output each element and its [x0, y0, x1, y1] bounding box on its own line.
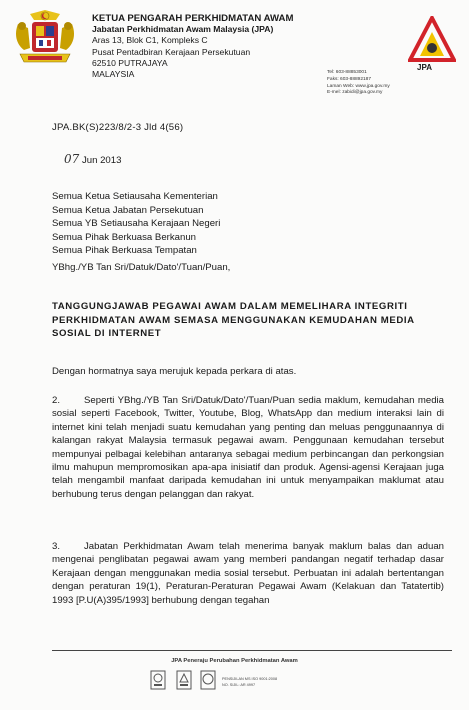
- certification-line: PENSIJILAN MS ISO 9001:2008: [222, 677, 278, 681]
- paragraph-3: [52, 540, 444, 607]
- letterhead: [92, 13, 322, 80]
- recipient-list: [52, 190, 220, 258]
- recipient-item: Semua Pihak Berkuasa Berkanun: [52, 231, 196, 243]
- contact-email: E-mel: zabidi@jpa.gov.my: [327, 90, 383, 96]
- letterhead-address-line: Pusat Pentadbiran Kerajaan Persekutuan: [92, 46, 251, 57]
- certification-text: [222, 676, 302, 688]
- certification-badge-icon: [176, 670, 192, 690]
- footer-divider: [52, 650, 452, 651]
- recipient-item: Semua Ketua Setiausaha Kementerian: [52, 191, 218, 202]
- letterhead-title: KETUA PENGARAH PERKHIDMATAN AWAM: [92, 13, 294, 24]
- opening-line: Dengan hormatnya saya merujuk kepada perkara di atas.: [52, 366, 297, 377]
- certification-line: NO. SIJIL: AR 4997: [222, 683, 256, 687]
- salutation: YBhg./YB Tan Sri/Datuk/Dato'/Tuan/Puan,: [52, 262, 231, 273]
- date-day-handwritten: 07: [64, 152, 80, 166]
- contact-details: [327, 70, 457, 97]
- contact-fax: Faks: 603-88892187: [327, 76, 372, 82]
- paragraph-text: Jabatan Perkhidmatan Awam telah menerima banyak maklum balas dan aduan mengenai penglibatan pegawai awam yang memberi pandangan negatif terhadap dasar Kerajaan dengan menggunakan media sosial tersebut. Perbuatan ini adalah bertentangan dengan peraturan 19(1), Peraturan-Peraturan Pegawai Awam (Kelakuan dan Tatatertib) 1993 [P.U(A)395/1993] berhubung dengan tegahan: [52, 541, 444, 606]
- paragraph-number: 2.: [52, 395, 61, 406]
- reference-number: JPA.BK(S)223/8/2-3 Jld 4(56): [52, 122, 184, 133]
- letter-date: [64, 152, 121, 166]
- letterhead-department: Jabatan Perkhidmatan Awam Malaysia (JPA): [92, 24, 274, 35]
- contact-tel: Tel: 603-88853001: [327, 70, 367, 75]
- letterhead-address-line: Aras 13, Blok C1, Kompleks C: [92, 35, 208, 46]
- footer-motto: JPA Peneraju Perubahan Perkhidmatan Awam: [171, 658, 298, 664]
- date-month-year: Jun 2013: [81, 155, 122, 166]
- paragraph-text: Seperti YBhg./YB Tan Sri/Datuk/Dato'/Tuan/Puan sedia maklum, kemudahan media sosial seperti Facebook, Twitter, Youtube, Blog, WhatsApp dan medium interaksi lain di internet kini telah menjadi suatu kemudahan yang penting dan meluas penggunaannya di kalangan rakyat Malaysia termasuk pegawai awam. Penggunaan kemudahan tersebut mempunyai pelbagai kelebihan antaranya sebagai medium perbincangan dan perkongsian ilmu mahupun mempromosikan apa-apa inisiatif dan produk. Agensi-agensi Kerajaan juga telah mengambil manfaat daripada kemudahan ini untuk menyampaikan maklumat atau berhubung terus dengan pelanggan dan rakyat.: [52, 395, 444, 500]
- certification-badge-icon: [150, 670, 166, 690]
- letterhead-address-line: MALAYSIA: [92, 69, 135, 80]
- jpa-logo-icon: [408, 16, 456, 72]
- recipient-item: Semua YB Setiausaha Kerajaan Negeri: [52, 218, 221, 230]
- paragraph-number: 3.: [52, 541, 61, 552]
- jpa-logo-label: JPA: [417, 63, 432, 72]
- paragraph-2: [52, 394, 444, 501]
- coat-of-arms-icon: [10, 10, 80, 68]
- contact-web: Laman Web: www.jpa.gov.my: [327, 83, 390, 89]
- recipient-item: Semua Pihak Berkuasa Tempatan: [52, 245, 197, 257]
- recipient-item: Semua Ketua Jabatan Persekutuan: [52, 204, 204, 216]
- letterhead-address-line: 62510 PUTRAJAYA: [92, 57, 168, 68]
- certification-badge-icon: [200, 670, 216, 690]
- subject-heading: TANGGUNGJAWAB PEGAWAI AWAM DALAM MEMELIHARA INTEGRITI PERKHIDMATAN AWAM SEMASA MENGGUNAKAN KEMUDAHAN MEDIA SOSIAL DI INTERNET: [52, 301, 415, 339]
